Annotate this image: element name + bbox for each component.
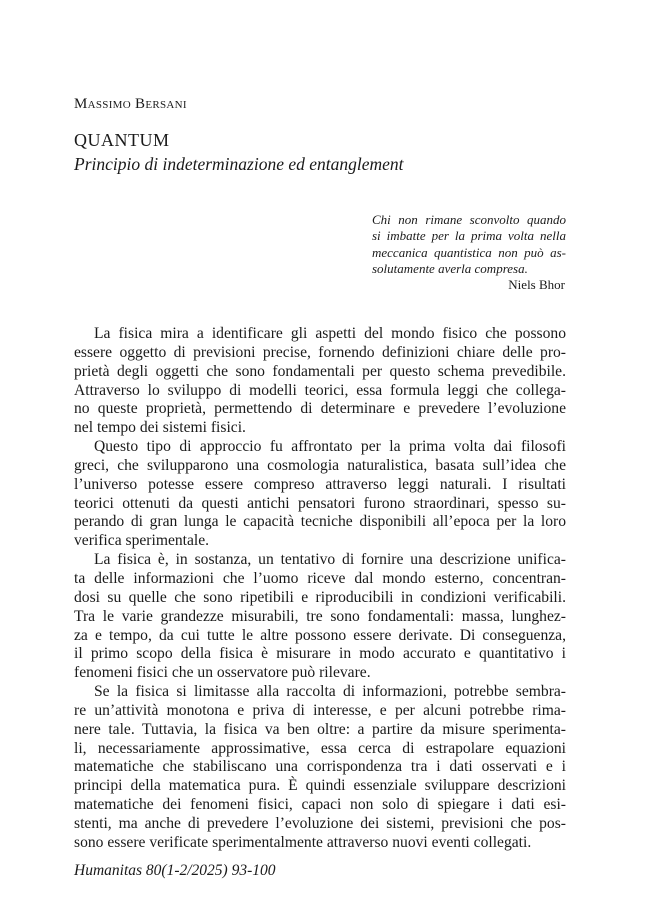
- paragraph-line: l’universo potesse essere compreso attraverso leggi naturali. I risultati: [74, 475, 566, 493]
- epigraph-line: si imbatte per la prima volta nella: [372, 228, 566, 244]
- paragraph-line: re un’attività monotona e priva di interesse, e per alcuni potrebbe rima-: [74, 701, 566, 719]
- epigraph-line: Chi non rimane sconvolto quando: [372, 212, 566, 227]
- paragraph: [74, 683, 566, 853]
- body-text: [74, 325, 566, 853]
- paragraph-line: nere tale. Tuttavia, la fisica va ben oltre: a partire da misure sperimenta-: [74, 720, 566, 738]
- paragraph-line: dosi su quelle che sono ripetibili e riproducibili in condizioni verificabili.: [74, 588, 566, 606]
- paragraph-line: principi della matematica pura. È quindi essenziale sviluppare descrizioni: [74, 777, 566, 795]
- paragraph-line: Se la fisica si limitasse alla raccolta di informazioni, potrebbe sembra-: [94, 683, 566, 701]
- paragraph: [74, 551, 566, 683]
- paragraph-line: matematiche dei fenomeni fisici, capaci non solo di spiegare i dati esi-: [74, 796, 566, 814]
- paragraph-line: stenti, ma anche di prevedere l’evoluzione dei sistemi, previsioni che pos-: [74, 814, 566, 832]
- paragraph-line: nel tempo dei sistemi fisici.: [74, 419, 246, 437]
- paragraph-line: fenomeni fisici che un osservatore può rilevare.: [74, 664, 371, 682]
- paragraph: [74, 325, 566, 438]
- paragraph-line: La fisica mira a identificare gli aspetti del mondo fisico che possono: [94, 325, 566, 342]
- paragraph-line: Tra le varie grandezze misurabili, tre sono fondamentali: massa, lunghez-: [74, 607, 566, 625]
- paragraph-line: matematiche che stabiliscano una corrispondenza tra i dati osservati e i: [74, 758, 566, 776]
- epigraph-line: meccanica quantistica non può as-: [372, 244, 566, 260]
- paragraph-line: teorici ottenuti da questi antichi pensatori furono straordinari, spesso su-: [74, 494, 566, 512]
- epigraph-quote: [372, 212, 566, 277]
- paragraph-line: za e tempo, da cui tutte le altre possono essere derivate. Di conseguenza,: [74, 626, 566, 644]
- paragraph-line: il primo scopo della fisica è misurare in modo accurato e quantitativo i: [74, 645, 566, 663]
- article-title: QUANTUM: [74, 130, 170, 150]
- paragraph-line: Attraverso lo sviluppo di modelli teorici, essa formula leggi che collega-: [74, 381, 566, 399]
- journal-citation: Humanitas 80(1-2/2025) 93-100: [74, 862, 276, 879]
- paragraph-line: Questo tipo di approccio fu affrontato per la prima volta dai filosofi: [94, 438, 566, 456]
- paragraph-line: verifica sperimentale.: [74, 532, 210, 550]
- epigraph-source: Niels Bhor: [508, 277, 565, 292]
- paragraph-line: prietà degli oggetti che sono fondamentali per questo schema prevedibile.: [74, 362, 566, 380]
- paragraph-line: sono essere verificate sperimentalmente attraverso nuovi eventi collegati.: [74, 833, 532, 851]
- paragraph-line: perando di gran lunga le capacità tecniche disponibili all’epoca per la loro: [74, 513, 566, 531]
- paragraph-line: ta delle informazioni che l’uomo riceve dal mondo esterno, concentran-: [74, 569, 566, 587]
- epigraph-line: solutamente averla compresa.: [372, 260, 528, 276]
- article-subtitle: Principio di indeterminazione ed entanglement: [74, 154, 404, 174]
- paragraph-line: li, necessariamente approssimative, essa cerca di estrapolare equazioni: [74, 739, 566, 757]
- paragraph-line: greci, che svilupparono una cosmologia naturalistica, basata sull’idea che: [74, 456, 566, 474]
- paragraph-line: La fisica è, in sostanza, un tentativo di fornire una descrizione unifica-: [94, 551, 566, 569]
- paragraph-line: no queste proprietà, permettendo di determinare e prevedere l’evoluzione: [74, 400, 566, 418]
- author-name: Massimo Bersani: [74, 96, 187, 112]
- paragraph: [74, 438, 566, 551]
- paragraph-line: essere oggetto di previsioni precise, fornendo definizioni chiare delle pro-: [74, 343, 566, 361]
